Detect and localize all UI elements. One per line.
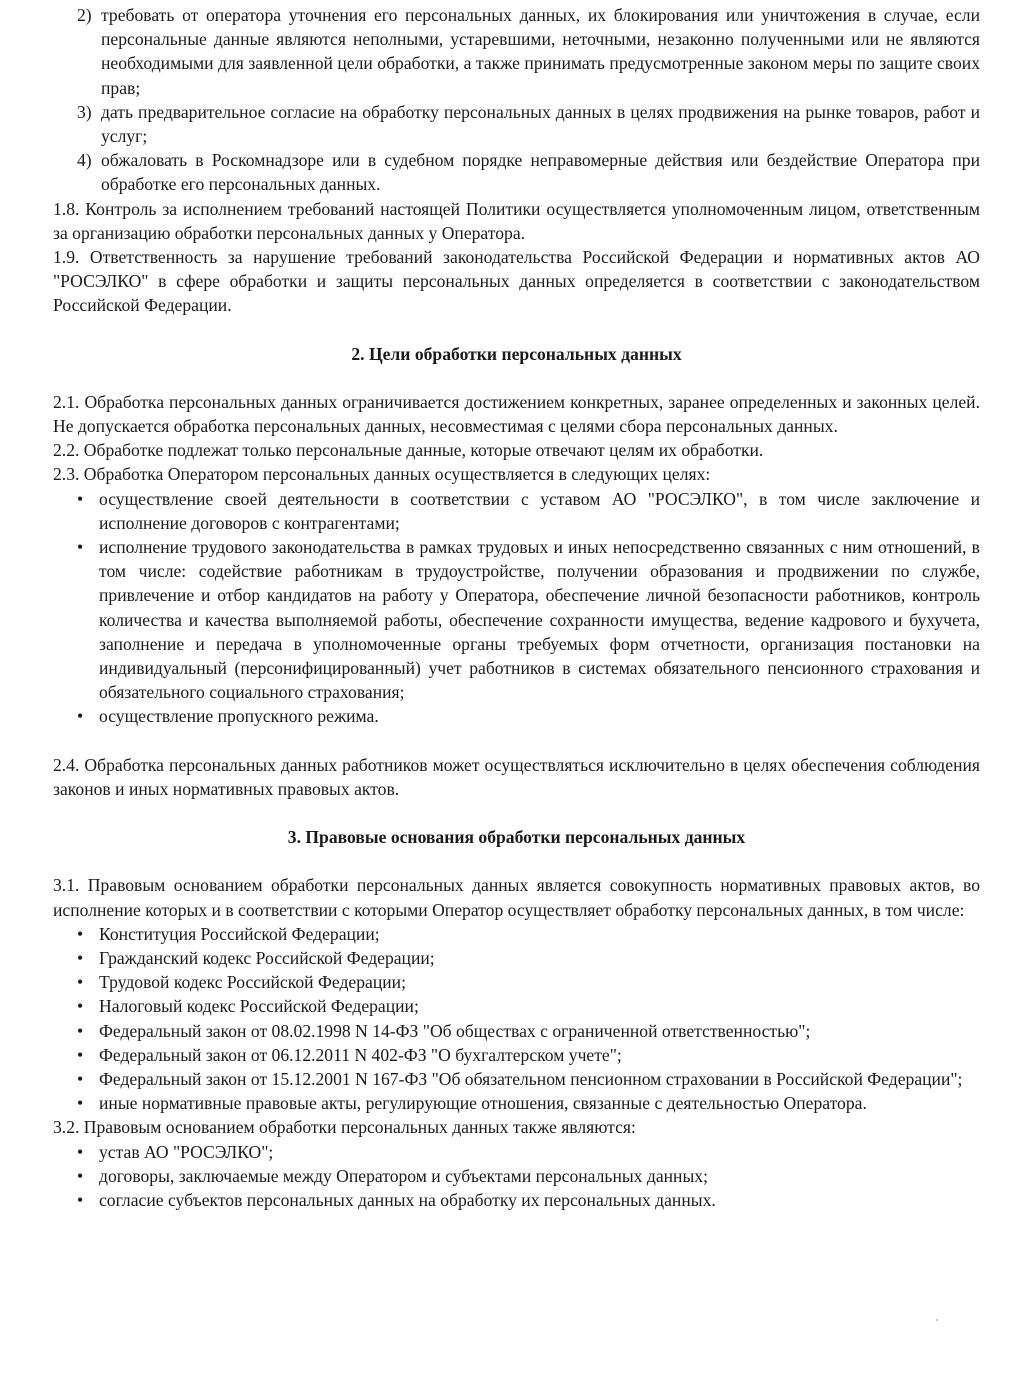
list-item: [77, 1164, 980, 1188]
list-item-text: иные нормативные правовые акты, регулирующие отношения, связанные с деятельностью Оператора.: [99, 1093, 867, 1114]
bullet-icon: •: [77, 706, 84, 727]
item-text: обжаловать в Роскомнадзоре или в судебном порядке неправомерные действия или бездействие Оператора при обработке его персональных данных.: [101, 150, 980, 195]
list-item: [77, 535, 980, 704]
paragraph-3-1: 3.1. Правовым основанием обработки персональных данных является совокупность нормативных правовых актов, во исполнение которых и в соответствии с которыми Оператор осуществляет обработку персональных данных, в том числе:: [53, 875, 980, 920]
list-item-text: Конституция Российской Федерации;: [99, 923, 380, 944]
item-marker: 4): [77, 150, 92, 171]
item-marker: 3): [77, 101, 92, 122]
bullet-icon: •: [77, 1141, 84, 1162]
bullet-icon: •: [77, 947, 84, 968]
paragraph-2-1: 2.1. Обработка персональных данных ограничивается достижением конкретных, заранее определенных и законных целей. Не допускается обработка персональных данных, несовместимая с целями сбора персональных данных.: [53, 391, 980, 437]
bullet-icon: •: [77, 1068, 84, 1089]
list-item: [77, 1043, 980, 1067]
list-item: [77, 1091, 980, 1115]
bullet-icon: •: [77, 923, 84, 944]
bullet-icon: •: [77, 996, 84, 1017]
list-item: [77, 1140, 980, 1164]
paragraph-2-2: 2.2. Обработке подлежат только персональные данные, которые отвечают целям их обработки.: [53, 440, 764, 461]
list-item-text: Федеральный закон от 06.12.2011 N 402-ФЗ "О бухгалтерском учете";: [99, 1044, 622, 1065]
list-item: [77, 994, 980, 1018]
paragraph-1-9: 1.9. Ответственность за нарушение требований законодательства Российской Федерации и нормативных актов АО "РОСЭЛКО" в сфере обработки и защиты персональных данных определяется в соответствии с законодательством Российской Федерации.: [53, 247, 980, 316]
list-item: [77, 970, 980, 994]
spacer: [53, 729, 980, 753]
list-item: [77, 1188, 980, 1212]
bullet-icon: •: [77, 1165, 84, 1186]
list-item: [77, 922, 980, 946]
list-item-text: Налоговый кодекс Российской Федерации;: [99, 996, 419, 1017]
list-item-text: осуществление своей деятельности в соответствии с уставом АО "РОСЭЛКО", в том числе заключение и исполнение договоров с контрагентами;: [99, 488, 980, 533]
bullet-icon: •: [77, 1020, 84, 1041]
list-item: [77, 946, 980, 970]
list-item-text: устав АО "РОСЭЛКО";: [99, 1141, 274, 1162]
paragraph-3-2: 3.2. Правовым основанием обработки персональных данных также являются:: [53, 1117, 636, 1138]
section-3-title: 3. Правовые основания обработки персональных данных: [287, 827, 746, 848]
list-item-text: осуществление пропускного режима.: [99, 706, 379, 727]
bullet-icon: •: [77, 1044, 84, 1065]
list-item-text: Трудовой кодекс Российской Федерации;: [99, 972, 406, 993]
item-text: требовать от оператора уточнения его персональных данных, их блокирования или уничтожения в случае, если персональные данные являются неполными, устаревшими, неточными, незаконно полученными или не являются необходимыми для заявленной цели обработки, а также принимать предусмотренные законом меры по защите своих прав;: [101, 5, 980, 98]
list-item-text: договоры, заключаемые между Оператором и субъектами персональных данных;: [99, 1165, 708, 1186]
list-item-text: согласие субъектов персональных данных на обработку их персональных данных.: [99, 1189, 716, 1210]
bullet-icon: •: [77, 1093, 84, 1114]
list-item-text: Федеральный закон от 08.02.1998 N 14-ФЗ "Об обществах с ограниченной ответственностью";: [99, 1020, 811, 1041]
list-item-text: исполнение трудового законодательства в рамках трудовых и иных непосредственно связанных с ним отношений, в том числе: содействие работникам в трудоустройстве, получении образования и продвижении по службе, привлечение и отбор кандидатов на работу у Оператора, обеспечение личной безопасности работников, контроль количества и качества выполняемой работы, обеспечение сохранности имущества, ведение кадрового и бухучета, заполнение и передача в уполномоченные органы требуемых форм отчетности, организация постановки на индивидуальный (персонифицированный) учет работников в системах обязательного пенсионного страхования и обязательного социального страхования;: [99, 537, 980, 703]
list-item-text: Федеральный закон от 15.12.2001 N 167-ФЗ "Об обязательном пенсионном страховании в Российской Федерации";: [99, 1068, 963, 1089]
bullet-icon: •: [77, 1189, 84, 1210]
item-marker: 2): [77, 5, 92, 25]
list-item: [77, 487, 980, 535]
right-item-4: [77, 148, 980, 196]
section-2-title: 2. Цели обработки персональных данных: [351, 343, 682, 364]
bullet-icon: •: [77, 972, 84, 993]
paragraph-2-4: 2.4. Обработка персональных данных работников может осуществляться исключительно в целях обеспечения соблюдения законов и иных нормативных правовых актов.: [53, 754, 980, 799]
paragraph-1-8: 1.8. Контроль за исполнением требований настоящей Политики осуществляется уполномоченным лицом, ответственным за организацию обработки персональных данных у Оператора.: [53, 198, 980, 243]
item-text: дать предварительное согласие на обработку персональных данных в целях продвижения на рынке товаров, работ и услуг;: [101, 101, 980, 147]
bullet-icon: •: [77, 537, 84, 558]
right-item-3: [77, 100, 980, 148]
list-item: [77, 704, 980, 728]
scan-speck: [936, 1319, 938, 1321]
list-item: [77, 1019, 980, 1043]
bullet-icon: •: [77, 488, 84, 509]
list-item: [77, 1067, 980, 1091]
right-item-2: [77, 3, 980, 100]
paragraph-2-3: 2.3. Обработка Оператором персональных данных осуществляется в следующих целях:: [53, 464, 711, 485]
list-item-text: Гражданский кодекс Российской Федерации;: [99, 947, 435, 968]
